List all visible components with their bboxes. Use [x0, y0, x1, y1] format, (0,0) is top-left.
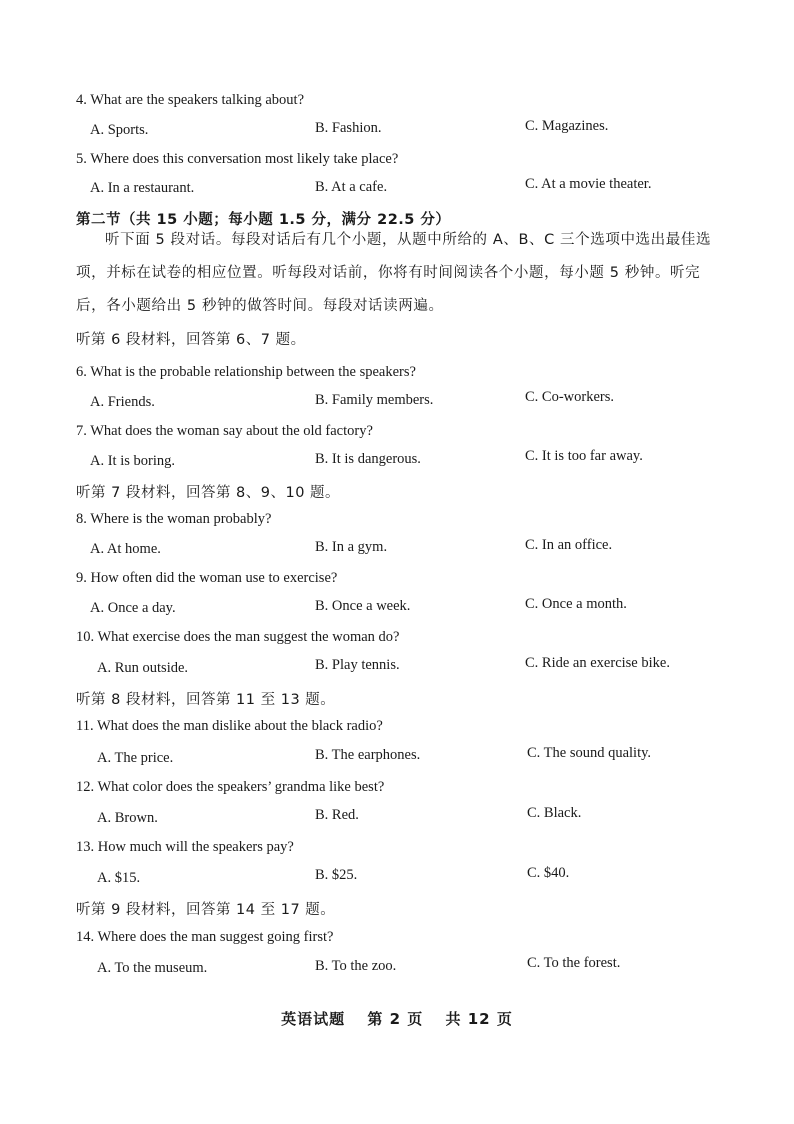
question-12-option-b: B. Red. [315, 807, 359, 823]
question-13-option-a: A. $15. [97, 870, 141, 886]
question-10-stem: 10. What exercise does the man suggest the woman do? [76, 629, 400, 645]
question-4-option-b: B. Fashion. [315, 120, 382, 136]
question-5-stem: 5. Where does this conversation most likely take place? [76, 151, 399, 167]
question-7-stem: 7. What does the woman say about the old factory? [76, 423, 373, 439]
question-7-option-c: C. It is too far away. [525, 448, 643, 464]
question-11-option-c: C. The sound quality. [527, 745, 652, 761]
material-9-heading: 听第 9 段材料，回答第 14 至 17 题。 [76, 902, 336, 918]
question-7-option-b: B. It is dangerous. [315, 451, 421, 467]
question-9-stem: 9. How often did the woman use to exercise? [76, 570, 338, 586]
section-2-title: 第二节（共 15 小题；每小题 1.5 分，满分 22.5 分） [76, 212, 451, 228]
question-14-option-a: A. To the museum. [97, 960, 208, 976]
question-6-option-c: C. Co-workers. [525, 389, 615, 405]
question-9-option-a: A. Once a day. [90, 600, 176, 616]
question-11-option-b: B. The earphones. [315, 747, 421, 763]
section-2-instructions: 听下面 5 段对话。每段对话后有几个小题，从题中所给的 A、B、C 三个选项中选出最佳选项，并标在试卷的相应位置。听每段对话前，你将有时间阅读各个小题，每小题 5 秒钟。听完后，各小题给出 5 秒钟的做答时间。每段对话读两遍。 [76, 232, 712, 314]
question-6-option-a: A. Friends. [90, 394, 155, 410]
footer-page-number: 第 2 页 [367, 1010, 424, 1028]
question-5-option-a: A. In a restaurant. [90, 180, 195, 196]
question-10-option-b: B. Play tennis. [315, 657, 400, 673]
material-7-heading: 听第 7 段材料，回答第 8、9、10 题。 [76, 485, 341, 501]
question-12-option-c: C. Black. [527, 805, 582, 821]
question-4-option-a: A. Sports. [90, 122, 149, 138]
question-13-option-c: C. $40. [527, 865, 570, 881]
question-12-stem: 12. What color does the speakers’ grandma like best? [76, 779, 385, 795]
question-10-option-a: A. Run outside. [97, 660, 189, 676]
question-5-option-b: B. At a cafe. [315, 179, 388, 195]
page-footer [0, 1008, 794, 1029]
material-6-heading: 听第 6 段材料，回答第 6、7 题。 [76, 332, 306, 348]
question-6-stem: 6. What is the probable relationship between the speakers? [76, 364, 416, 380]
question-8-option-c: C. In an office. [525, 537, 613, 553]
question-8-option-b: B. In a gym. [315, 539, 388, 555]
material-8-heading: 听第 8 段材料，回答第 11 至 13 题。 [76, 692, 336, 708]
question-14-option-b: B. To the zoo. [315, 958, 397, 974]
question-9-option-c: C. Once a month. [525, 596, 627, 612]
question-6-option-b: B. Family members. [315, 392, 434, 408]
question-14-stem: 14. Where does the man suggest going first? [76, 929, 334, 945]
question-8-option-a: A. At home. [90, 541, 161, 557]
question-4-option-c: C. Magazines. [525, 118, 609, 134]
question-11-stem: 11. What does the man dislike about the black radio? [76, 718, 383, 734]
question-13-stem: 13. How much will the speakers pay? [76, 839, 294, 855]
question-7-option-a: A. It is boring. [90, 453, 175, 469]
question-10-option-c: C. Ride an exercise bike. [525, 655, 670, 671]
footer-subject: 英语试题 [281, 1010, 346, 1028]
question-4-stem: 4. What are the speakers talking about? [76, 92, 305, 108]
question-9-option-b: B. Once a week. [315, 598, 411, 614]
question-8-stem: 8. Where is the woman probably? [76, 511, 272, 527]
question-12-option-a: A. Brown. [97, 810, 158, 826]
question-13-option-b: B. $25. [315, 867, 358, 883]
question-11-option-a: A. The price. [97, 750, 174, 766]
question-5-option-c: C. At a movie theater. [525, 176, 652, 192]
footer-total-pages: 共 12 页 [445, 1010, 513, 1028]
question-14-option-c: C. To the forest. [527, 955, 621, 971]
